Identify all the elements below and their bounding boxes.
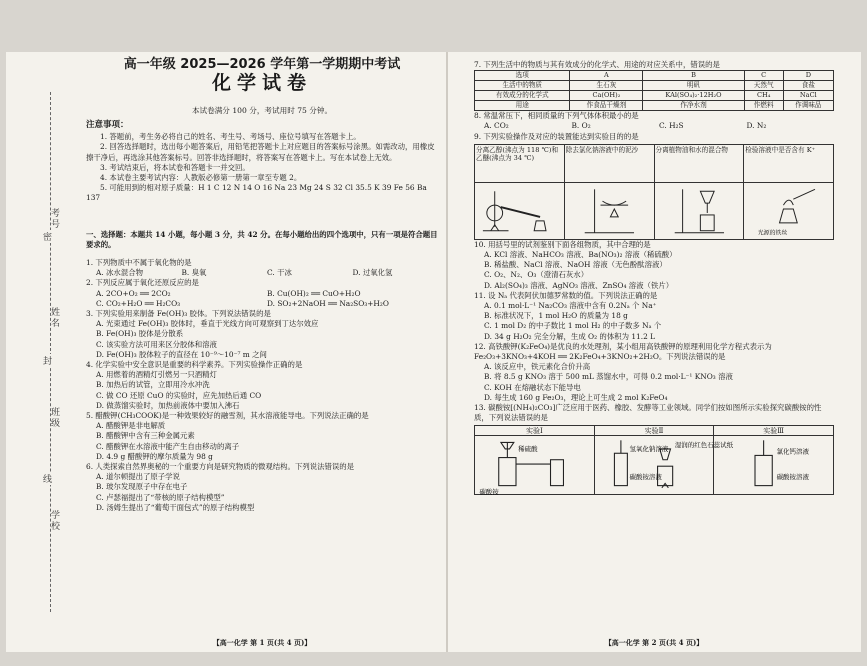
apparatus-cell <box>475 145 565 239</box>
apparatus-caption: 分离乙醇(沸点为 118 ℃)和乙醚(沸点为 34 ℃) <box>475 145 564 183</box>
figure-label: 碳酸铵 <box>479 488 499 497</box>
page-2 <box>474 52 834 652</box>
option: C. KOH 在熔融状态下能导电 <box>484 382 581 392</box>
experiment-3-figure <box>714 436 833 499</box>
question-2: 2. 下列反应属于氧化还原反应的是 <box>86 278 199 288</box>
note-item: 4. 本试卷主要考试内容：人教版必修第一册第一章至专题 2。 <box>100 173 302 183</box>
option: A. 道尔顿提出了原子学说 <box>96 472 180 482</box>
filtration-figure <box>655 183 744 239</box>
option: A. 用燃着的酒精灯引燃另一只酒精灯 <box>96 370 217 380</box>
question-6: 6. 人类探索自然界奥秘的一个重要方向是研究物质的微观结构。下列说法错误的是 <box>86 462 355 472</box>
section-heading: 一、选择题：本题共 14 小题，每小题 3 分，共 42 分。在每小题给出的四个选项中，只有一项是符合题目要求的。 <box>86 230 438 250</box>
option: B. Cu(OH)₂ ══ CuO+H₂O <box>267 288 361 298</box>
experiment-2-figure <box>595 436 733 499</box>
option: D. N₂ <box>746 121 767 131</box>
flame-test-figure <box>744 183 833 239</box>
option: C. 干冰 <box>267 268 292 278</box>
page-1 <box>86 52 438 652</box>
question-4: 4. 化学实验中安全意识是重要的科学素养。下列实验操作正确的是 <box>86 360 303 370</box>
page-footer: 【高一化学 第 1 页(共 4 页)】 <box>212 637 312 647</box>
experiment-cell <box>595 426 733 494</box>
option: B. 将 8.5 g KNO₃ 溶于 500 mL 蒸馏水中，可得 0.2 mol·L⁻¹ KNO₃ 溶液 <box>484 372 733 382</box>
option: D. Fe(OH)₃ 胶体粒子的直径在 10⁻⁹～10⁻⁷ m 之间 <box>96 349 267 359</box>
figure-label: 氯化钙溶液 <box>776 447 810 456</box>
table-header-cell: C <box>744 71 783 81</box>
figure-label: 氢氧化钠溶液 <box>629 445 669 454</box>
option: D. 做蒸馏实验时，加热前液体中要加入沸石 <box>96 400 240 410</box>
question-10: 10. 用括号里的试剂鉴别下面各组物质，其中合理的是 <box>474 239 651 249</box>
table-cell: 天然气 <box>744 81 783 91</box>
exam-sheet <box>6 52 861 652</box>
option: C. H₂S <box>659 121 684 131</box>
question-1: 1. 下列物质中不属于氧化物的是 <box>86 258 192 267</box>
question-5: 5. 醋酸钾(CH₃COOK)是一种效果较好的融雪剂，其水溶液能导电。下列说法正确的是 <box>86 411 369 421</box>
table-cell: 有效成分的化学式 <box>475 91 570 101</box>
option: B. 臭氧 <box>181 268 207 278</box>
question-3: 3. 下列实验用来制备 Fe(OH)₃ 胶体。下列说法错误的是 <box>86 309 271 319</box>
exam-info: 本试卷满分 100 分，考试用时 75 分钟。 <box>191 106 333 115</box>
option: B. 标准状况下，1 mol H₂O 的质量为 18 g <box>484 311 628 321</box>
table-header-cell: D <box>783 71 833 81</box>
experiment-heading: 实验Ⅱ <box>595 426 714 436</box>
binding-strip <box>14 92 86 612</box>
option: A. 光束通过 Fe(OH)₃ 胶体时，垂直于光线方向可观察到丁达尔效应 <box>96 319 319 329</box>
option: A. 醋酸钾是非电解质 <box>96 421 166 431</box>
question-12: 12. 高铁酸钾(K₂FeO₄)是优良的水处理剂，某小组用高铁酸钾的原理利用化学方程式表示为 Fe₂O₃+3KNO₃+4KOH ══ 2K₂FeO₄+3KNO₂+2H₂O。下列说法错误的是 <box>474 341 772 362</box>
seal-line <box>50 92 51 612</box>
table-header-cell: 选项 <box>475 71 570 81</box>
option: D. 34 g H₂O₂ 完全分解，生成 O₂ 的体积为 11.2 L <box>484 331 656 341</box>
table-cell: 生活中的物质 <box>475 81 570 91</box>
q13-experiment-table <box>474 425 834 495</box>
apparatus-label: 光源的铁丝 <box>758 230 788 237</box>
table-header-cell: B <box>643 71 744 81</box>
apparatus-cell <box>565 145 655 239</box>
table-cell: 用途 <box>475 101 570 111</box>
option: B. 加热后的试管，立即用冷水冲洗 <box>96 380 210 390</box>
question-11: 11. 设 Nₐ 代表阿伏加德罗常数的值。下列说法正确的是 <box>474 290 658 300</box>
table-cell: CH₄ <box>744 91 783 101</box>
exam-no-label: 考号 <box>49 208 59 230</box>
seal-char: 密 <box>43 230 52 243</box>
apparatus-caption: 检验溶液中是否含有 K⁺ <box>744 145 833 183</box>
option: A. CO₂ <box>484 121 509 131</box>
school-label: 学校 <box>49 510 59 532</box>
options-row <box>86 299 438 309</box>
question-7: 7. 下列生活中的物质与其有效成分的化学式、用途的对应关系中，错误的是 <box>474 60 720 69</box>
option: A. KCl 溶液、NaHCO₃ 溶液、Ba(NO₃)₂ 溶液（稀硫酸） <box>484 250 677 260</box>
question-9: 9. 下列实验操作及对应的装置能达到实验目的的是 <box>474 131 639 141</box>
figure-label: 稀硫酸 <box>518 445 538 454</box>
table-cell: NaCl <box>783 91 833 101</box>
table-row <box>475 81 834 91</box>
option: D. 汤姆生提出了“葡萄干面包式”的原子结构模型 <box>96 502 255 512</box>
experiment-heading: 实验Ⅰ <box>475 426 594 436</box>
table-header-row <box>475 71 834 81</box>
option: B. 醋酸钾中含有三种金属元素 <box>96 431 195 441</box>
option: D. 每生成 160 g Fe₂O₃，理论上可生成 2 mol K₂FeO₄ <box>484 392 668 402</box>
q7-table <box>474 70 834 111</box>
option: C. O₂、N₂、O₃（澄清石灰水） <box>484 270 589 280</box>
option: C. CO₂+H₂O ══ H₂CO₃ <box>96 298 181 308</box>
seal-char: 封 <box>43 354 52 367</box>
table-cell: 食盐 <box>783 81 833 91</box>
option: B. 稀盐酸、NaCl 溶液、NaOH 溶液（无色酚酞溶液） <box>484 260 667 270</box>
table-cell: Ca(OH)₂ <box>570 91 643 101</box>
apparatus-caption: 除去氯化钠溶液中的泥沙 <box>565 145 654 183</box>
option: C. 做 CO 还原 CuO 的实验时，应先加热后通 CO <box>96 390 262 400</box>
exam-title: 高一年级 2025—2026 学年第一学期期中考试 <box>123 57 401 72</box>
table-cell: 作燃料 <box>744 101 783 111</box>
figure-label: 湿润的红色石蕊试纸 <box>674 441 733 450</box>
experiment-cell <box>475 426 595 497</box>
option: C. 醋酸钾在水溶液中能产生自由移动的离子 <box>96 441 240 451</box>
option: C. 卢瑟福提出了“带核的原子结构模型” <box>96 492 225 502</box>
option: B. Fe(OH)₃ 胶体是分散系 <box>96 329 184 339</box>
note-item: 5. 可能用到的相对原子质量：H 1 C 12 N 14 O 16 Na 23 Mg 24 S 32 Cl 35.5 K 39 Fe 56 Ba 137 <box>86 183 427 203</box>
option: B. 玻尔发现原子中存在电子 <box>96 482 188 492</box>
experiment-cell <box>714 426 833 494</box>
apparatus-cell <box>655 145 745 239</box>
table-cell: 明矾 <box>643 81 744 91</box>
table-cell: 生石灰 <box>570 81 643 91</box>
option: A. 0.1 mol·L⁻¹ Na₂CO₃ 溶液中含有 0.2Nₐ 个 Na⁺ <box>484 301 657 311</box>
figure-label: 碳酸铵溶液 <box>776 473 810 482</box>
option: D. SO₂+2NaOH ══ Na₂SO₃+H₂O <box>267 298 389 308</box>
option: D. 4.9 g 醋酸钾的摩尔质量为 98 g <box>96 451 213 461</box>
options-row <box>474 121 834 131</box>
subject-title: 化学试卷 <box>211 72 312 94</box>
table-cell: 作调味品 <box>783 101 833 111</box>
questions-block <box>86 258 438 513</box>
experiment-heading: 实验Ⅲ <box>714 426 833 436</box>
distillation-figure <box>475 183 564 239</box>
question-13: 13. 碳酸铵[(NH₄)₂CO₃]广泛应用于医药、橡胶、发酵等工业领域。同学们按如图所示实验探究碳酸铵的性质，下列说法错误的是 <box>474 403 822 423</box>
notes-heading: 注意事项： <box>86 120 129 130</box>
note-item: 1. 答题前，考生务必将自己的姓名、考生号、考场号、座位号填写在答题卡上。 <box>100 132 361 142</box>
option: B. O₂ <box>571 121 591 131</box>
options-row <box>86 268 438 278</box>
seal-char: 线 <box>43 472 52 485</box>
options-row <box>86 289 438 299</box>
figure-label: 碳酸铵溶液 <box>629 473 662 482</box>
table-cell: KAl(SO₄)₂·12H₂O <box>643 91 744 101</box>
name-label: 姓名 <box>49 307 59 329</box>
option: C. 该实验方法可用来区分胶体和溶液 <box>96 339 217 349</box>
class-label: 班级 <box>49 407 59 429</box>
page-fold <box>446 52 448 652</box>
option: A. 该反应中，铁元素化合价升高 <box>484 362 591 372</box>
table-cell: 作食品干燥剂 <box>570 101 643 111</box>
page-footer: 【高一化学 第 2 页(共 4 页)】 <box>604 637 704 647</box>
option: D. Al₂(SO₄)₃ 溶液、AgNO₃ 溶液、ZnSO₄ 溶液（铁片） <box>484 280 674 290</box>
q9-apparatus-table <box>474 144 834 240</box>
option: A. 2CO+O₂ ══ 2CO₂ <box>96 288 171 298</box>
note-item: 3. 考试结束后，将本试卷和答题卡一并交回。 <box>100 162 250 172</box>
apparatus-caption: 分离植物油和水的混合物 <box>655 145 744 183</box>
apparatus-cell <box>744 145 833 239</box>
experiment-1-figure <box>475 436 594 499</box>
table-row <box>475 101 834 111</box>
question-8: 8. 常温常压下，相同质量的下列气体体积最小的是 <box>474 111 639 121</box>
notes-block <box>86 120 438 204</box>
table-cell: 作净水剂 <box>643 101 744 111</box>
option: D. 过氧化氢 <box>352 268 393 278</box>
option: A. 冰水混合物 <box>96 268 143 278</box>
option: C. 1 mol D₂ 的中子数比 1 mol H₂ 的中子数多 Nₐ 个 <box>484 321 662 331</box>
note-item: 2. 回答选择题时，选出每小题答案后，用铅笔把答题卡上对应题目的答案标号涂黑。如需改动，用橡皮擦干净后，再选涂其他答案标号。回答非选择题时，将答案写在答题卡上。写在本试卷上无效。 <box>86 142 435 162</box>
evaporation-figure <box>565 183 654 239</box>
table-row <box>475 91 834 101</box>
table-header-cell: A <box>570 71 643 81</box>
